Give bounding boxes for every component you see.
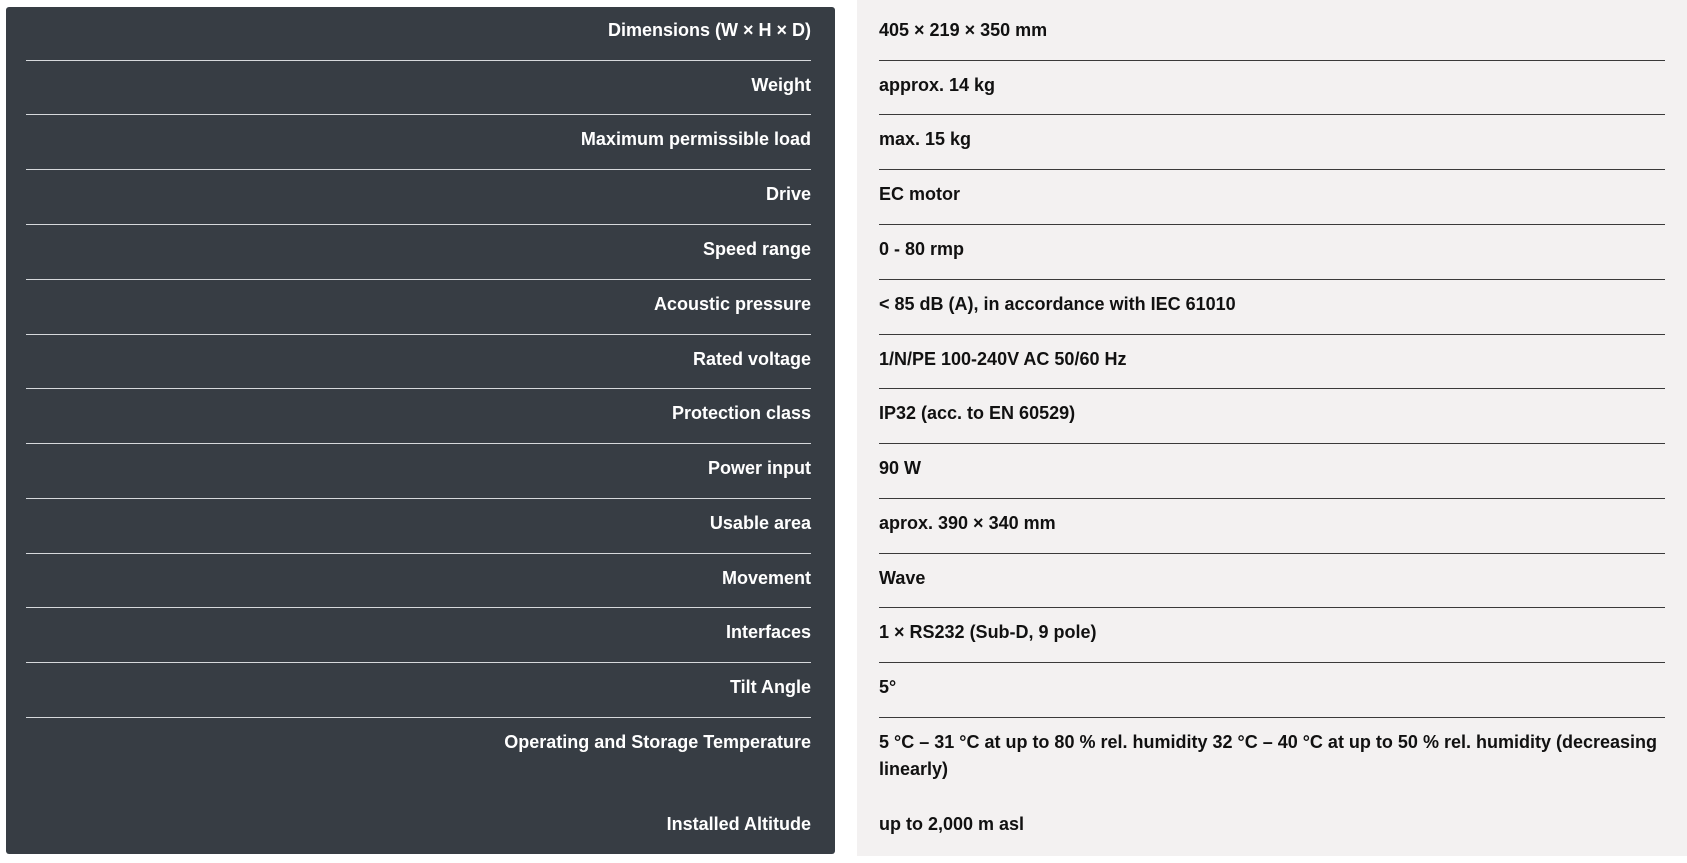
spec-row-installed-altitude [0, 801, 1687, 854]
spec-label: Maximum permissible load [26, 116, 811, 170]
spec-row-rated-voltage [0, 336, 1687, 389]
spec-row-tilt-angle [0, 664, 1687, 718]
spec-row-weight [0, 62, 1687, 115]
spec-row-dimensions [0, 7, 1687, 61]
spec-value: up to 2,000 m asl [879, 814, 1025, 834]
spec-label: Drive [26, 171, 811, 225]
spec-value: 405 × 219 × 350 mm [879, 7, 1665, 61]
spec-row-maximum-load [0, 116, 1687, 170]
spec-value: max. 15 kg [879, 116, 1665, 170]
spec-row-interfaces [0, 609, 1687, 663]
spec-value: 5 °C – 31 °C at up to 80 % rel. humidity 32 °C – 40 °C at up to 50 % rel. humidity (decreasing linearly) [879, 732, 1657, 779]
spec-label: Tilt Angle [26, 664, 811, 718]
spec-label: Usable area [26, 500, 811, 554]
spec-value: < 85 dB (A), in accordance with IEC 61010 [879, 281, 1665, 335]
spec-value: Wave [879, 555, 1665, 608]
spec-row-power-input [0, 445, 1687, 499]
spec-row-drive [0, 171, 1687, 225]
spec-row-movement [0, 555, 1687, 608]
spec-value: 90 W [879, 445, 1665, 499]
spec-value: 0 - 80 rmp [879, 226, 1665, 280]
spec-label: Weight [26, 62, 811, 115]
spec-label: Power input [26, 445, 811, 499]
spec-label: Acoustic pressure [26, 281, 811, 335]
spec-row-speed-range [0, 226, 1687, 280]
spec-value: 5° [879, 664, 1665, 718]
spec-row-usable-area [0, 500, 1687, 554]
spec-row-protection-class [0, 390, 1687, 444]
spec-label: Movement [26, 555, 811, 608]
spec-value: 1 × RS232 (Sub-D, 9 pole) [879, 609, 1665, 663]
spec-row-acoustic-pressure [0, 281, 1687, 335]
spec-row-operating-temperature [0, 719, 1687, 801]
spec-label: Operating and Storage Temperature [504, 732, 811, 752]
spec-label: Installed Altitude [666, 814, 811, 834]
spec-label: Protection class [26, 390, 811, 444]
spec-label: Interfaces [26, 609, 811, 663]
spec-value: 1/N/PE 100-240V AC 50/60 Hz [879, 336, 1665, 389]
spec-value: IP32 (acc. to EN 60529) [879, 390, 1665, 444]
spec-value: aprox. 390 × 340 mm [879, 500, 1665, 554]
spec-label: Rated voltage [26, 336, 811, 389]
spec-label: Speed range [26, 226, 811, 280]
spec-value: approx. 14 kg [879, 62, 1665, 115]
spec-label: Dimensions (W × H × D) [26, 7, 811, 61]
spec-value: EC motor [879, 171, 1665, 225]
